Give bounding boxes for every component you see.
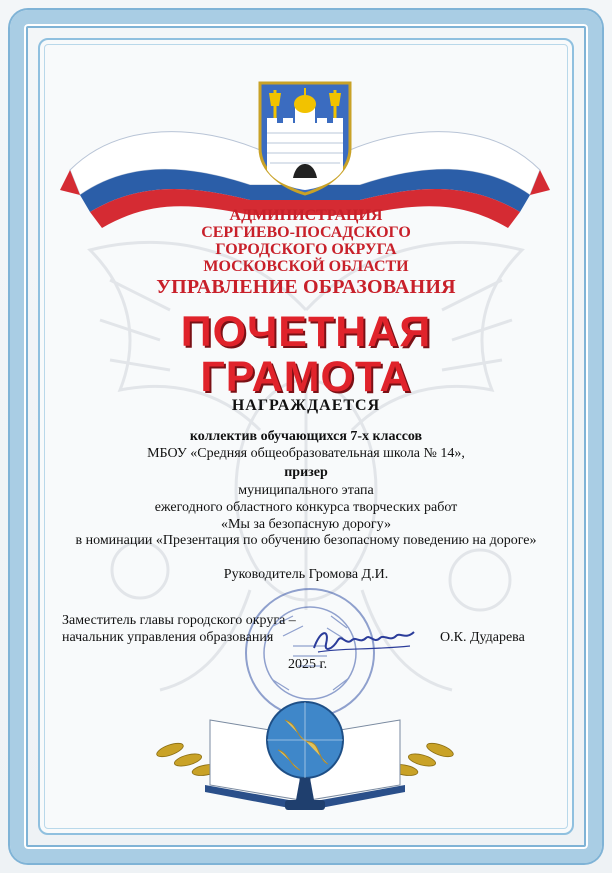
nomination-text: в номинации «Презентация по обучению безопасному поведению на дороге» — [75, 533, 537, 548]
coat-of-arms-icon — [255, 78, 355, 196]
school-text: МБОУ «Средняя общеобразовательная школа № 14», — [147, 446, 465, 461]
signatory-position-line-2: начальник управления образования — [62, 630, 274, 645]
contest-text: ежегодного областного конкурса творческих работ — [154, 500, 458, 515]
stage-text: муниципального этапа — [238, 483, 374, 498]
contest-name-text: «Мы за безопасную дорогу» — [221, 517, 391, 532]
signatory-position-line-1: Заместитель главы городского округа – — [62, 613, 296, 628]
organization-header — [0, 207, 612, 275]
certificate-title-line-1: ПОЧЕТНАЯ — [180, 308, 432, 356]
signatory-name: О.К. Дударева — [440, 630, 525, 645]
organization-line-4: МОСКОВСКОЙ ОБЛАСТИ — [203, 258, 409, 275]
department-name: УПРАВЛЕНИЕ ОБРАЗОВАНИЯ — [156, 276, 456, 298]
organization-line-1: АДМИНИСТРАЦИЯ — [229, 207, 383, 224]
recipient-text: коллектив обучающихся 7-х классов — [189, 429, 423, 444]
awarded-label: НАГРАЖДАЕТСЯ — [231, 397, 381, 414]
supervisor-text: Руководитель Громова Д.И. — [223, 567, 389, 582]
status-text: призер — [284, 465, 328, 480]
certificate-year: 2025 г. — [288, 657, 328, 672]
organization-line-3: ГОРОДСКОГО ОКРУГА — [215, 241, 397, 258]
organization-line-2: СЕРГИЕВО-ПОСАДСКОГО — [201, 224, 411, 241]
certificate-title-line-2: ГРАМОТА — [200, 353, 412, 401]
book-globe-emblem — [150, 680, 460, 830]
signature — [310, 620, 420, 660]
